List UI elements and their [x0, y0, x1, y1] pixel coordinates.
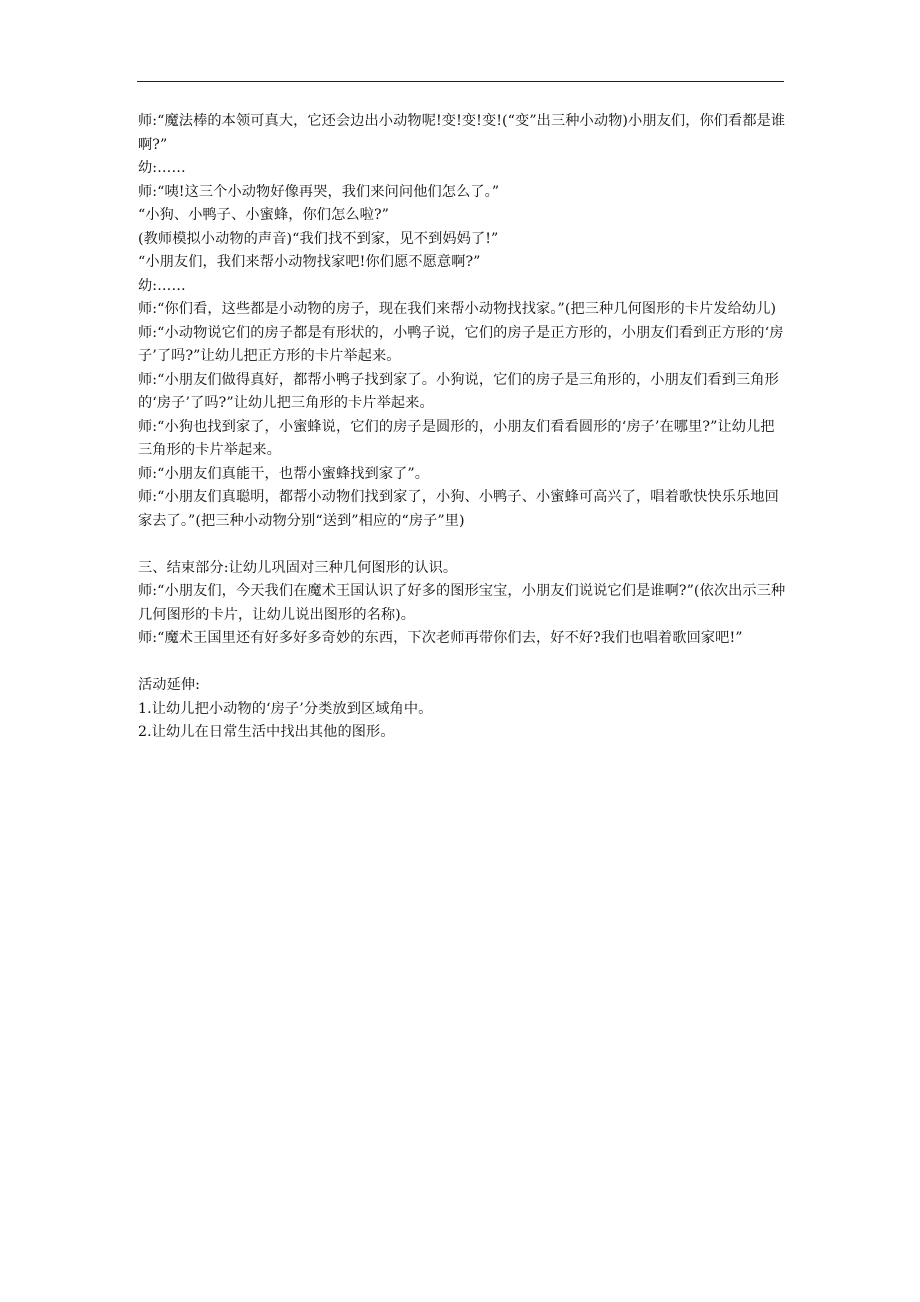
- paragraph: 师:“小朋友们真能干，也帮小蜜蜂找到家了”。: [138, 465, 430, 482]
- paragraph: 师:“小朋友们，今天我们在魔术王国认识了好多的图形宝宝，小朋友们说说它们是谁啊?”(依次出示三种几何图形的卡片，让幼儿说出图形的名称)。: [138, 583, 786, 623]
- paragraph: 师:“魔术王国里还有好多好多奇妙的东西，下次老师再带你们去，好不好?我们也唱着歌回家吧!”: [138, 630, 743, 646]
- paragraph: 师:“小朋友们真聪明，都帮小动物们找到家了，小狗、小鸭子、小蜜蜂可高兴了，唱着歌快快乐乐地回家去了。”(把三种小动物分别“送到”相应的“房子”里): [138, 489, 779, 529]
- section-heading: 三、结束部分:让幼儿巩固对三种几何图形的认识。: [138, 559, 458, 576]
- list-item: 1.让幼儿把小动物的‘房子’分类放到区域角中。: [138, 700, 433, 717]
- paragraph: 师:“你们看，这些都是小动物的房子，现在我们来帮小动物找找家。”(把三种几何图形的卡片发给幼儿): [138, 301, 777, 317]
- paragraph: 师:“小狗也找到家了，小蜜蜂说，它们的房子是圆形的，小朋友们看看圆形的‘房子’在哪里?”让幼儿把三角形的卡片举起来。: [138, 418, 775, 458]
- paragraph: “小朋友们，我们来帮小动物找家吧!你们愿不愿意啊?”: [138, 254, 481, 270]
- document-body: [138, 110, 786, 745]
- paragraph: “小狗、小鸭子、小蜜蜂，你们怎么啦?”: [138, 207, 390, 223]
- header-rule: [137, 81, 784, 82]
- paragraph: 师:“小朋友们做得真好，都帮小鸭子找到家了。小狗说，它们的房子是三角形的，小朋友们看到三角形的‘房子’了吗?”让幼儿把三角形的卡片举起来。: [138, 371, 779, 411]
- list-item: 2.让幼儿在日常生活中找出其他的图形。: [138, 724, 395, 740]
- paragraph: 师:“小动物说它们的房子都是有形状的，小鸭子说，它们的房子是正方形的，小朋友们看到正方形的‘房子’了吗?”让幼儿把正方形的卡片举起来。: [138, 324, 784, 364]
- paragraph: 幼:……: [138, 277, 186, 294]
- blank-line: [138, 651, 786, 675]
- paragraph: 师:“魔法棒的本领可真大，它还会边出小动物呢!变!变!变!(“变”出三种小动物)小朋友们，你们看都是谁啊?”: [138, 113, 786, 153]
- section-heading: 活动延伸:: [138, 677, 201, 693]
- paragraph: (教师模拟小动物的声音)“我们找不到家，见不到妈妈了!”: [138, 230, 499, 247]
- paragraph: 师:“咦!这三个小动物好像再哭，我们来问问他们怎么了。”: [138, 183, 500, 200]
- paragraph: 幼:……: [138, 160, 186, 176]
- blank-line: [138, 533, 786, 557]
